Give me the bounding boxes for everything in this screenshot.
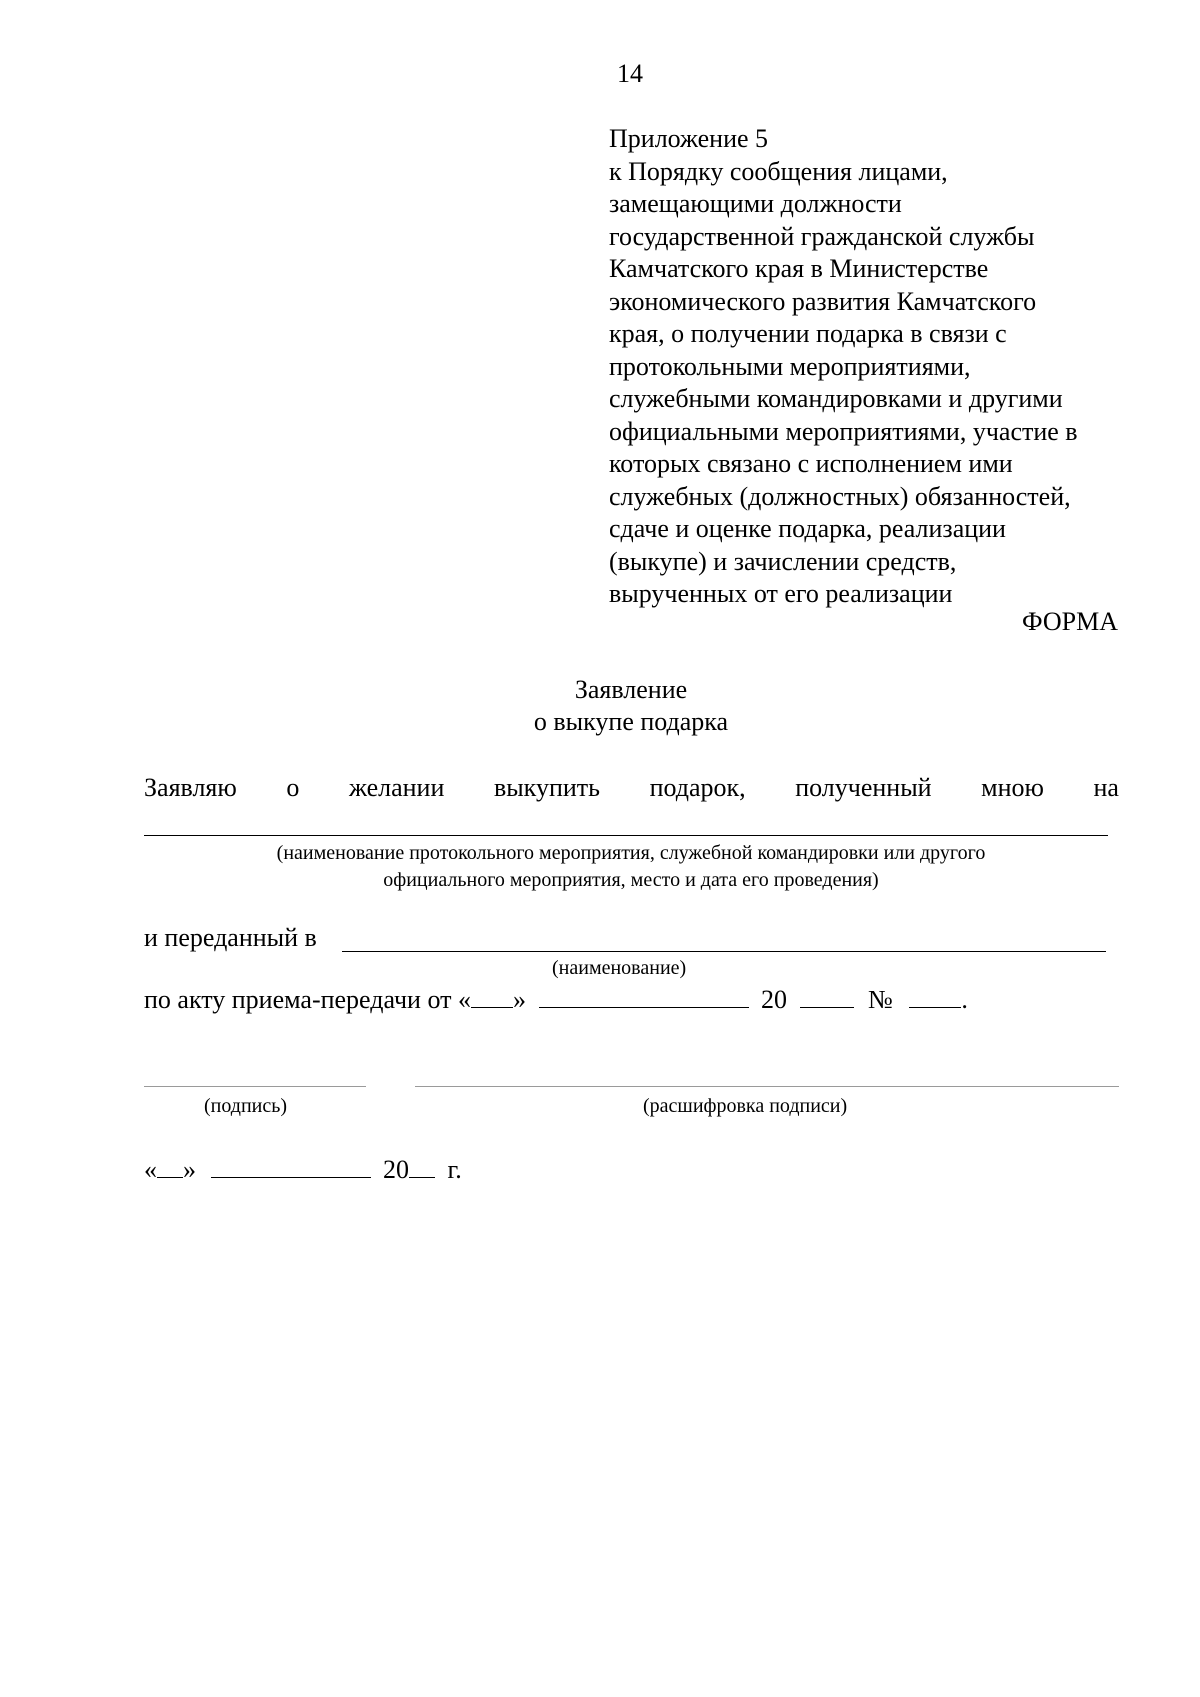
transfer-label: и переданный в: [144, 923, 317, 952]
act-number-sign: №: [868, 985, 893, 1014]
statement-word: Заявляю: [144, 773, 237, 802]
date-year-prefix: 20: [383, 1155, 409, 1184]
appendix-line: к Порядку сообщения лицами,: [609, 156, 948, 186]
event-hint-line1: (наименование протокольного мероприятия, служебной командировки или другого: [276, 842, 986, 864]
signature-decode-field[interactable]: [415, 1086, 1119, 1087]
signature-hint: (подпись): [204, 1095, 288, 1117]
organization-hint: (наименование): [552, 957, 687, 979]
act-end-dot: .: [961, 985, 968, 1014]
act-year-field[interactable]: [800, 985, 854, 1008]
appendix-line: вырученных от его реализации: [609, 579, 953, 608]
document-title: Заявление: [574, 675, 688, 704]
signature-field[interactable]: [144, 1086, 366, 1087]
statement-word: полученный: [795, 773, 932, 802]
appendix-line: служебными командировками и другими: [609, 384, 1063, 413]
date-month-field[interactable]: [211, 1155, 371, 1178]
date-day-field[interactable]: [157, 1155, 183, 1178]
page-number: 14: [617, 59, 643, 88]
statement-word: о: [286, 773, 300, 802]
date-year-field[interactable]: [409, 1155, 435, 1178]
document-subtitle: о выкупе подарка: [533, 707, 729, 736]
statement-word: подарок,: [649, 773, 746, 802]
statement-word: выкупить: [493, 773, 600, 802]
date-open-quote: «: [144, 1155, 157, 1184]
act-year-prefix: 20: [761, 985, 787, 1014]
appendix-line: замещающими должности: [609, 189, 902, 218]
appendix-line: протокольными мероприятиями,: [609, 351, 971, 381]
appendix-line: государственной гражданской службы: [609, 221, 1035, 251]
act-month-field[interactable]: [539, 985, 749, 1008]
act-number-field[interactable]: [909, 985, 961, 1008]
appendix-line: Камчатского края в Министерстве: [609, 254, 989, 283]
event-name-field[interactable]: [144, 835, 1108, 836]
appendix-block: [609, 123, 1129, 611]
statement-line: [144, 772, 1119, 805]
appendix-line: которых связано с исполнением ими: [609, 449, 1013, 478]
act-prefix: по акту приема-передачи от «: [144, 985, 471, 1014]
appendix-line: служебных (должностных) обязанностей,: [609, 481, 1071, 511]
act-close-quote: »: [513, 985, 526, 1014]
date-close-quote: »: [183, 1155, 196, 1184]
appendix-line: экономического развития Камчатского: [609, 286, 1037, 316]
act-day-field[interactable]: [471, 985, 513, 1008]
appendix-line: Приложение 5: [609, 124, 769, 153]
appendix-line: сдаче и оценке подарка, реализации: [609, 514, 1006, 543]
statement-word: мною: [981, 773, 1044, 802]
signature-decode-hint: (расшифровка подписи): [643, 1095, 848, 1117]
event-hint-line2: официального мероприятия, место и дата его проведения): [383, 869, 879, 891]
act-line: [144, 984, 968, 1017]
form-label: ФОРМА: [1022, 607, 1118, 636]
appendix-line: официальными мероприятиями, участие в: [609, 416, 1078, 446]
statement-word: на: [1093, 773, 1119, 802]
statement-word: желании: [348, 773, 445, 802]
appendix-line: (выкупе) и зачислении средств,: [609, 546, 957, 576]
date-line: [144, 1154, 462, 1187]
organization-name-field[interactable]: [342, 951, 1106, 952]
date-year-suffix: г.: [447, 1155, 462, 1184]
appendix-line: края, о получении подарка в связи с: [609, 319, 1007, 348]
